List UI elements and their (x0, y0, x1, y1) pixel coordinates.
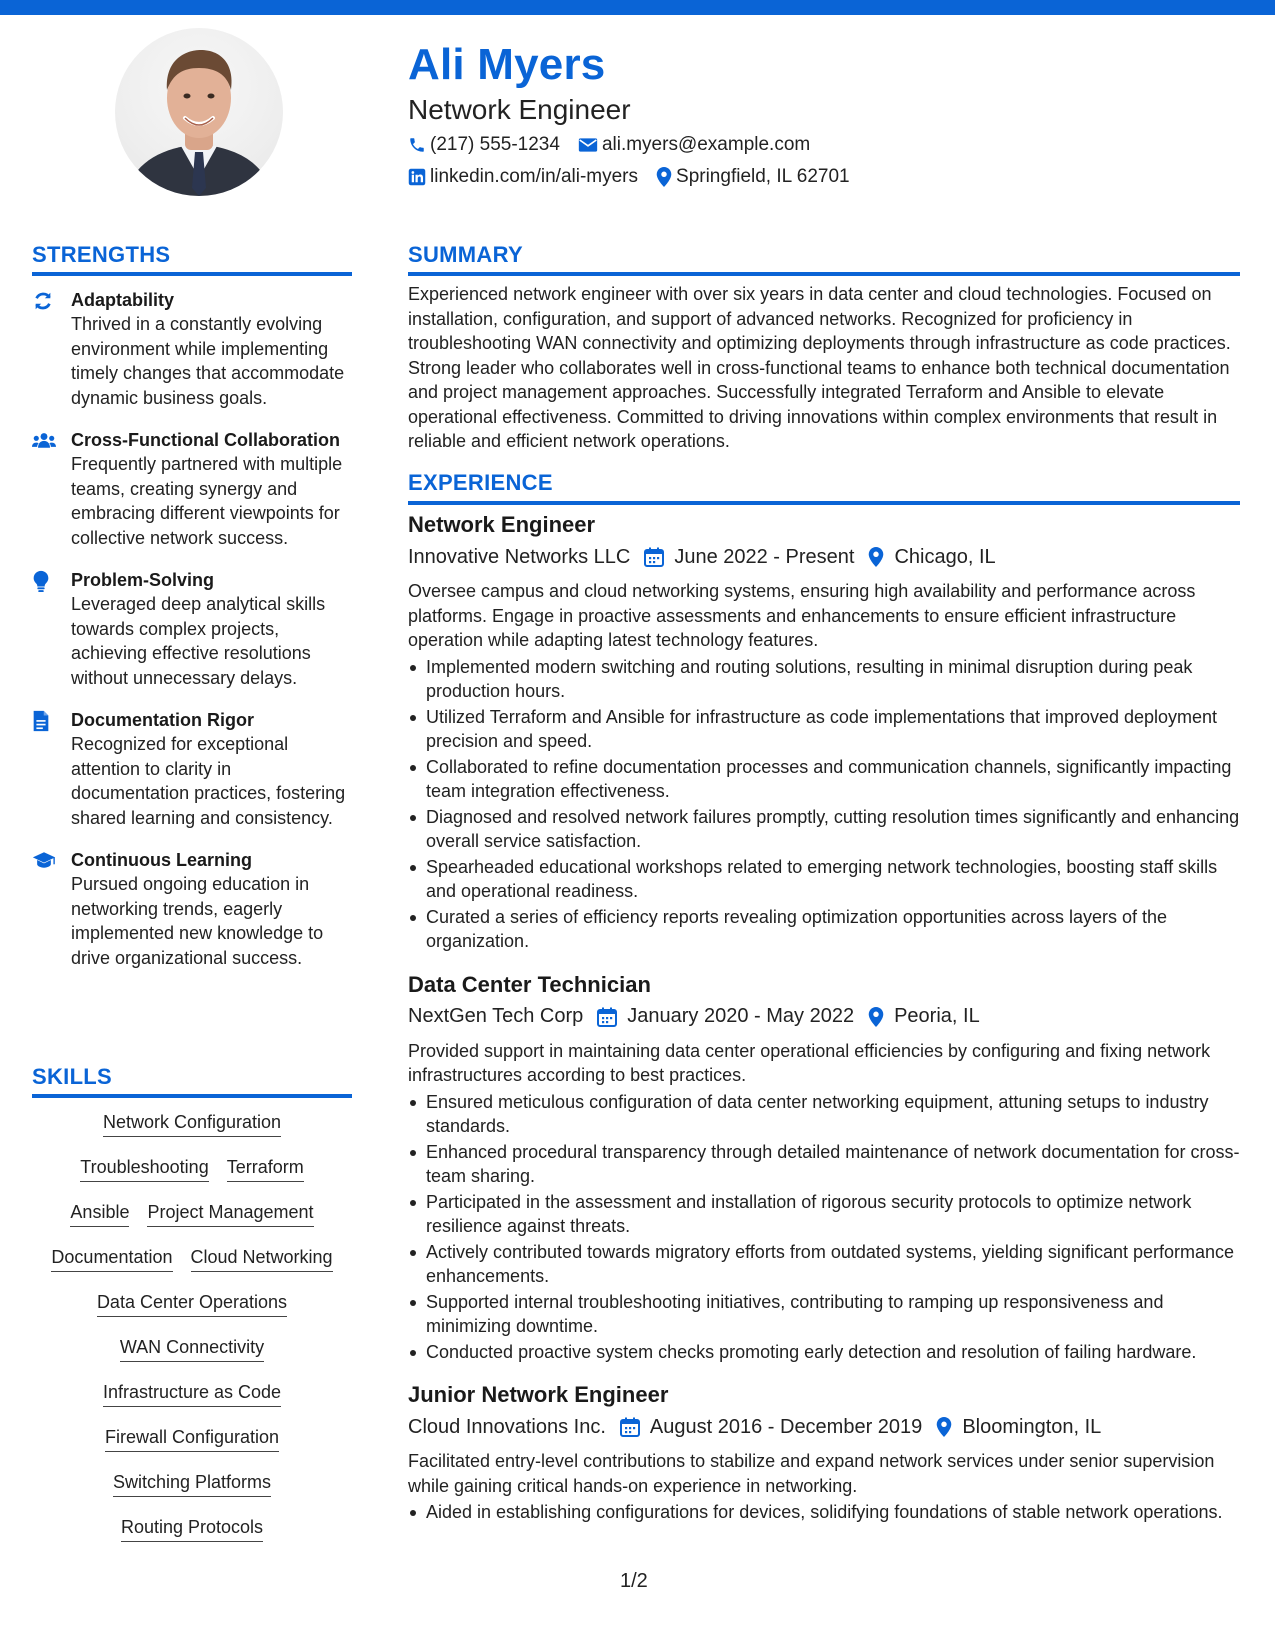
job-entry (408, 1380, 1240, 1525)
phone-icon (408, 136, 426, 154)
job-dates: January 2020 - May 2022 (627, 1005, 855, 1027)
strength-item (32, 708, 352, 830)
strength-title: Problem-Solving (71, 570, 215, 590)
page-number: 1/2 (620, 1570, 648, 1592)
summary-heading: SUMMARY (408, 242, 523, 267)
strength-title: Continuous Learning (71, 850, 252, 870)
skill-tag: WAN Connectivity (120, 1335, 264, 1362)
job-bullet: Diagnosed and resolved network failures promptly, cutting resolution times significantly and enhancing overall service satisfaction. (408, 805, 1240, 854)
strength-item (32, 428, 352, 550)
strength-title: Adaptability (71, 290, 175, 310)
job-location: Chicago, IL (894, 545, 996, 568)
job-company: NextGen Tech Corp (408, 1005, 584, 1027)
contact-linkedin[interactable] (408, 166, 638, 188)
strength-desc: Frequently partnered with multiple teams, creating synergy and embracing different viewpoints for collective network success. (71, 454, 343, 548)
job-bullet: Actively contributed towards migratory efforts from outdated systems, yielding significant performance enhancements. (408, 1240, 1240, 1289)
linkedin-text: linkedin.com/in/ali-myers (430, 166, 639, 187)
experience-heading: EXPERIENCE (408, 470, 553, 495)
skill-tag: Ansible (70, 1200, 129, 1227)
summary-text: Experienced network engineer with over six years in data center and cloud technologies. Focused on installation, configuration, and support of advanced networks. Recognized for proficiency in troubleshooting WAN connectivity and optimizing deployments through infrastructure as code practices. Strong leader who collaborates well in cross-functional teams to enhance both technical documentation and project management approaches. Successfully integrated Terraform and Ansible to elevate operational effectiveness. Committed to driving innovations within complex environments that result in reliable and efficient network operations. (408, 284, 1231, 451)
skill-tag: Network Configuration (103, 1110, 281, 1137)
strength-item (32, 288, 352, 410)
contact-email[interactable] (578, 134, 810, 156)
job-bullet: Participated in the assessment and installation of rigorous security protocols to optimize network resilience against threats. (408, 1190, 1240, 1239)
skill-tag: Routing Protocols (121, 1515, 263, 1542)
job-bullet: Spearheaded educational workshops related to emerging network technologies, boosting staff skills and operational readiness. (408, 855, 1240, 904)
job-bullets (408, 655, 1240, 954)
contact-location (656, 166, 850, 188)
strength-desc: Pursued ongoing education in networking trends, eagerly implemented new knowledge to drive organizational success. (71, 874, 324, 968)
job-bullets (408, 1090, 1240, 1365)
job-bullet: Implemented modern switching and routing solutions, resulting in minimal disruption during peak production hours. (408, 655, 1240, 704)
strength-item (32, 848, 352, 970)
job-description: Facilitated entry-level contributions to stabilize and expand network services under senior supervision while gaining critical hands-on experience in networking. (408, 1451, 1215, 1496)
skills-divider (32, 1094, 352, 1098)
job-bullet: Enhanced procedural transparency through detailed maintenance of network documentation for cross-team sharing. (408, 1140, 1240, 1189)
job-meta (408, 1411, 1240, 1443)
top-accent-bar (0, 0, 1275, 15)
strength-desc: Leveraged deep analytical skills towards complex projects, achieving effective resolutions without unnecessary delays. (71, 594, 326, 688)
job-dates: August 2016 - December 2019 (649, 1415, 923, 1438)
job-description: Provided support in maintaining data center operational efficiencies by configuring and fixing network infrastructures according to best practices. (408, 1040, 1211, 1085)
job-bullet: Ensured meticulous configuration of data center networking equipment, attuning setups to industry standards. (408, 1090, 1240, 1139)
job-location: Peoria, IL (894, 1005, 980, 1027)
location-pin-icon (936, 1417, 952, 1437)
strengths-divider (32, 272, 352, 276)
graduation-cap-icon (32, 850, 56, 870)
job-dates: June 2022 - Present (674, 545, 855, 568)
job-company: Cloud Innovations Inc. (408, 1415, 606, 1438)
contact-row-2 (408, 166, 868, 188)
email-icon (578, 136, 598, 154)
email-text: ali.myers@example.com (601, 134, 811, 155)
experience-divider (408, 501, 1240, 505)
experience-list (408, 510, 1240, 1541)
job-bullet: Curated a series of efficiency reports revealing optimization opportunities across layers of the organization. (408, 905, 1240, 954)
job-role: Junior Network Engineer (408, 1382, 669, 1407)
job-role: Data Center Technician (408, 971, 651, 997)
job-role: Network Engineer (408, 512, 596, 537)
strengths-heading: STRENGTHS (32, 242, 171, 267)
skills-heading: SKILLS (32, 1064, 113, 1089)
job-bullet: Conducted proactive system checks promoting early detection and resolution of failing hardware. (408, 1340, 1240, 1365)
lightbulb-icon (32, 570, 50, 592)
summary-divider (408, 272, 1240, 276)
phone-text: (217) 555-1234 (430, 134, 560, 155)
refresh-icon (32, 290, 54, 312)
calendar-icon (597, 1007, 617, 1027)
strength-title: Documentation Rigor (71, 710, 254, 730)
users-icon (32, 430, 56, 450)
skill-tag: Firewall Configuration (105, 1425, 279, 1452)
job-location: Bloomington, IL (962, 1415, 1102, 1438)
strength-desc: Thrived in a constantly evolving environment while implementing timely changes that accommodate dynamic business goals. (71, 314, 345, 408)
job-bullet: Aided in establishing configurations for devices, solidifying foundations of stable network operations. (408, 1500, 1240, 1525)
job-bullet: Supported internal troubleshooting initiatives, contributing to ramping up responsiveness and minimizing downtime. (408, 1290, 1240, 1339)
candidate-title: Network Engineer (408, 94, 631, 125)
document-icon (32, 710, 50, 732)
skill-tag: Troubleshooting (80, 1155, 208, 1182)
candidate-name: Ali Myers (408, 40, 606, 89)
location-pin-icon (868, 1007, 884, 1027)
job-bullet: Collaborated to refine documentation processes and communication channels, significantly impacting team integration effectiveness. (408, 755, 1240, 804)
job-bullet: Utilized Terraform and Ansible for infrastructure as code implementations that improved deployment precision and speed. (408, 705, 1240, 754)
location-pin-icon (868, 547, 884, 567)
skill-tag: Switching Platforms (113, 1470, 271, 1497)
job-bullets (408, 1500, 1240, 1525)
profile-photo (115, 28, 283, 196)
job-entry (408, 510, 1240, 954)
skill-tag: Documentation (51, 1245, 172, 1272)
job-entry (408, 970, 1240, 1365)
job-meta (408, 1001, 1240, 1033)
skill-tag: Project Management (147, 1200, 313, 1227)
skill-tag: Cloud Networking (191, 1245, 333, 1272)
linkedin-icon (408, 168, 426, 186)
strength-item (32, 568, 352, 690)
skill-tag: Terraform (227, 1155, 304, 1182)
contact-phone[interactable] (408, 134, 560, 156)
strength-title: Cross-Functional Collaboration (71, 430, 341, 450)
skill-tag: Data Center Operations (97, 1290, 287, 1317)
location-text: Springfield, IL 62701 (676, 166, 850, 187)
calendar-icon (644, 547, 664, 567)
job-meta (408, 541, 1240, 573)
strengths-list (32, 288, 352, 988)
skill-tag: Infrastructure as Code (103, 1380, 281, 1407)
job-description: Oversee campus and cloud networking systems, ensuring high availability and performance across platforms. Engage in proactive assessments and enhancements to ensure efficient infrastructure operation while adapting latest technology features. (408, 581, 1196, 650)
calendar-icon (620, 1417, 640, 1437)
job-company: Innovative Networks LLC (408, 545, 631, 568)
strength-desc: Recognized for exceptional attention to clarity in documentation practices, fostering shared learning and consistency. (71, 734, 346, 828)
contact-row-1 (408, 134, 828, 156)
skills-list (32, 1110, 352, 1560)
location-pin-icon (656, 167, 672, 187)
